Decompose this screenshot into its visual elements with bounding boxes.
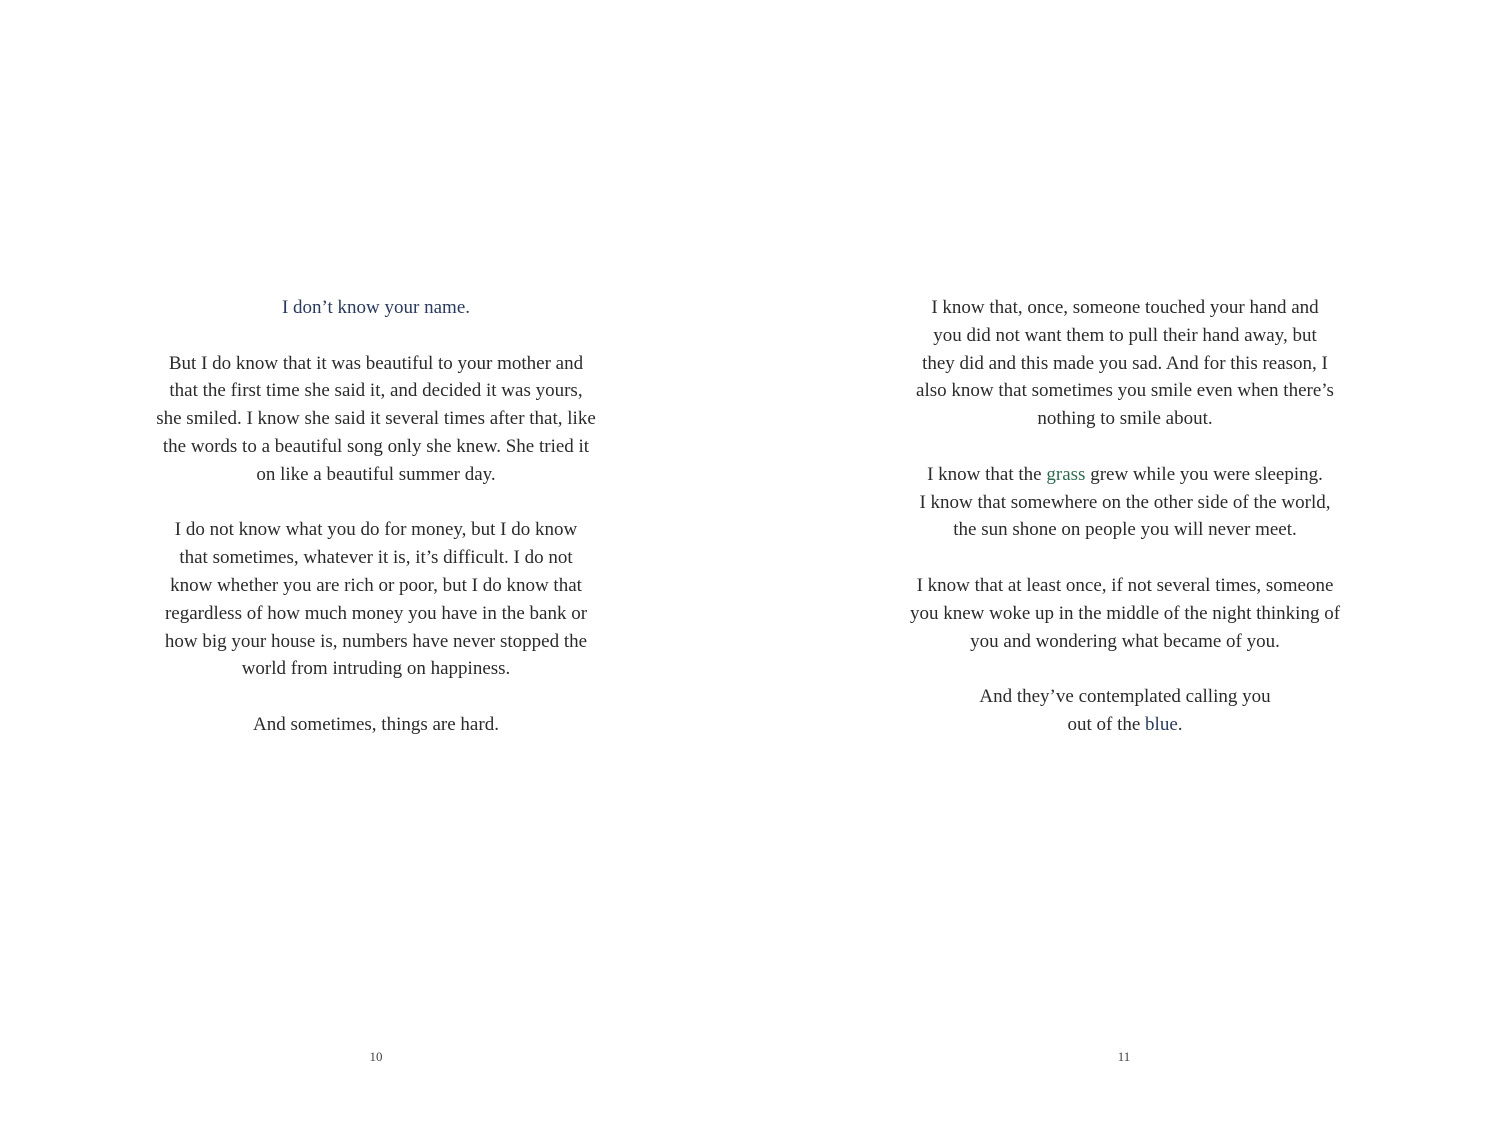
page-number-left: 10 bbox=[369, 1049, 383, 1064]
page-number-right: 11 bbox=[1117, 1049, 1131, 1064]
text-segment: out of the bbox=[1067, 713, 1146, 735]
opening-line bbox=[1, 294, 751, 322]
text-line bbox=[750, 461, 1500, 489]
text-segment: grew while you were sleeping. bbox=[1085, 463, 1323, 485]
text-segment: I know that the bbox=[927, 463, 1047, 485]
right-paragraph-4 bbox=[750, 683, 1500, 739]
left-paragraph-3 bbox=[1, 711, 751, 739]
text-line: you knew woke up in the middle of the night thinking of bbox=[909, 602, 1341, 624]
left-paragraph-2 bbox=[1, 516, 751, 683]
right-paragraph-1 bbox=[750, 294, 1500, 433]
text-line: And they’ve contemplated calling you bbox=[979, 686, 1271, 708]
text-line: I know that somewhere on the other side of the world, bbox=[919, 491, 1331, 513]
text-line: how big your house is, numbers have never stopped the bbox=[164, 630, 588, 652]
text-line: they did and this made you sad. And for this reason, I bbox=[922, 352, 1328, 374]
text-line: the sun shone on people you will never meet. bbox=[953, 519, 1297, 541]
text-line: I do not know what you do for money, but I do know bbox=[174, 519, 578, 541]
right-page bbox=[750, 0, 1500, 1125]
text-line: you and wondering what became of you. bbox=[970, 630, 1280, 652]
text-line: I know that at least once, if not several times, someone bbox=[916, 574, 1334, 596]
right-paragraph-3 bbox=[750, 572, 1500, 655]
text-line: nothing to smile about. bbox=[1037, 408, 1213, 430]
highlight-word-grass: grass bbox=[1046, 463, 1086, 485]
text-line: I know that, once, someone touched your hand and bbox=[931, 297, 1319, 318]
text-line: that the first time she said it, and decided it was yours, bbox=[169, 380, 583, 402]
text-line: on like a beautiful summer day. bbox=[256, 463, 496, 485]
right-paragraph-2 bbox=[750, 461, 1500, 544]
text-line: And sometimes, things are hard. bbox=[253, 713, 499, 735]
text-segment: . bbox=[1177, 713, 1183, 735]
heading-line: I don’t know your name. bbox=[281, 297, 471, 318]
text-line: regardless of how much money you have in the bank or bbox=[164, 602, 588, 624]
text-line: she smiled. I know she said it several times after that, like bbox=[156, 408, 596, 430]
left-page-text bbox=[1, 294, 751, 767]
text-line: world from intruding on happiness. bbox=[241, 658, 511, 680]
text-line: that sometimes, whatever it is, it’s difficult. I do not bbox=[179, 547, 573, 569]
text-line: also know that sometimes you smile even when there’s bbox=[916, 380, 1334, 402]
right-page-text bbox=[750, 294, 1500, 767]
text-line: But I do know that it was beautiful to your mother and bbox=[168, 352, 584, 374]
highlight-word-blue: blue bbox=[1145, 713, 1178, 735]
text-line: you did not want them to pull their hand away, but bbox=[933, 324, 1317, 346]
left-paragraph-1 bbox=[1, 350, 751, 489]
text-line bbox=[750, 711, 1500, 739]
text-line: know whether you are rich or poor, but I do know that bbox=[170, 574, 582, 596]
text-line: the words to a beautiful song only she knew. She tried it bbox=[162, 435, 590, 457]
